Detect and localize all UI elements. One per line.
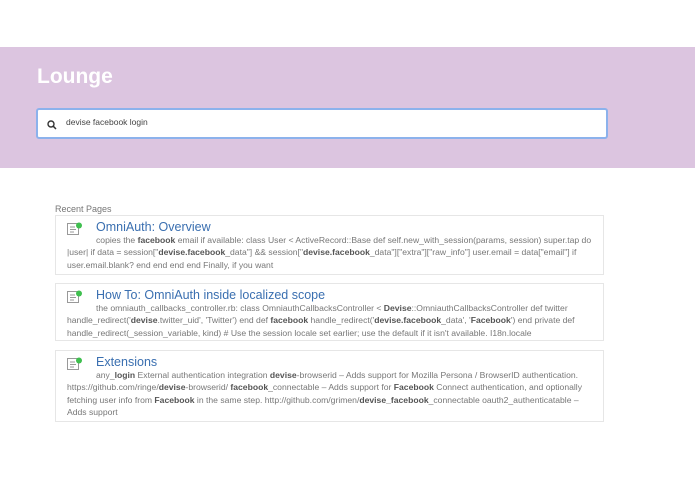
search-input[interactable] <box>64 116 568 128</box>
result-card[interactable] <box>55 283 604 341</box>
snippet-text: _data"]["extra"]["raw_info"] user.email = data["email"] if user.email.blank? end end end end Finally, if you want <box>67 247 577 270</box>
result-title-link[interactable]: How To: OmniAuth inside localized scope <box>96 288 326 302</box>
page-title: Lounge <box>37 65 113 88</box>
search-box[interactable] <box>36 108 608 139</box>
result-snippet <box>67 369 599 419</box>
highlight-term: devise.facebook <box>374 315 442 326</box>
result-card[interactable] <box>55 215 604 275</box>
snippet-text: External authentication integration <box>135 370 270 380</box>
snippet-text: ') end private def handle_redirect(_session_variable, kind) # Use the session locale set earlier; use the default if it isn't available. I18n.locale <box>67 315 575 338</box>
snippet-text: -browserid/ <box>185 382 231 393</box>
highlight-term: facebook <box>230 382 269 393</box>
highlight-term: devise.facebook <box>158 247 226 258</box>
highlight-term: Facebook <box>154 394 195 405</box>
highlight-term: Facebook <box>470 315 511 326</box>
snippet-text: _data', ' <box>441 315 471 326</box>
highlight-term: devise <box>269 370 297 380</box>
highlight-term: Devise <box>383 303 412 313</box>
highlight-term: Facebook <box>393 382 434 393</box>
result-card[interactable] <box>55 350 604 422</box>
snippet-text: Connect authentication, and optionally fetching user info from <box>67 382 582 405</box>
page-icon <box>67 222 83 236</box>
page-icon <box>67 290 83 304</box>
snippet-text: any_ <box>96 370 115 380</box>
snippet-text: handle_redirect(' <box>308 315 375 326</box>
result-snippet <box>67 234 599 271</box>
snippet-text: _connectable – Adds support for <box>268 382 394 393</box>
snippet-text: copies the <box>96 235 138 245</box>
highlight-term: devise <box>158 382 186 393</box>
page-icon <box>67 357 83 371</box>
highlight-term: devise.facebook <box>303 247 370 258</box>
snippet-text: -browserid – Adds support for Mozilla Persona / BrowserID authentication. https://github.com/ringe/ <box>67 370 579 393</box>
highlight-term: devise <box>130 315 158 326</box>
highlight-term: facebook <box>137 235 176 245</box>
highlight-term: facebook <box>270 315 309 326</box>
highlight-term: login <box>114 370 136 380</box>
snippet-text: .twitter_uid', 'Twitter') end def <box>157 315 271 326</box>
search-icon <box>47 120 57 130</box>
snippet-text: email if available: class User < ActiveRecord::Base def self.new_with_session(params, session) super.tap do |user| if data = session[" <box>67 235 592 258</box>
snippet-text: the omniauth_callbacks_controller.rb: class OmniauthCallbacksController < <box>96 303 384 313</box>
snippet-text: in the same step. http://github.com/grimen/ <box>194 394 360 405</box>
result-title-link[interactable]: OmniAuth: Overview <box>96 220 211 234</box>
snippet-text: ::OmniauthCallbacksController def twitter handle_redirect(' <box>67 303 568 326</box>
result-snippet <box>67 302 599 339</box>
result-title-link[interactable]: Extensions <box>96 355 158 369</box>
highlight-term: devise_facebook <box>359 394 429 405</box>
snippet-text: _connectable oauth2_authenticatable – Adds support <box>67 394 579 418</box>
recent-pages-label: Recent Pages <box>55 204 112 214</box>
snippet-text: _data"] && session[" <box>225 247 303 258</box>
